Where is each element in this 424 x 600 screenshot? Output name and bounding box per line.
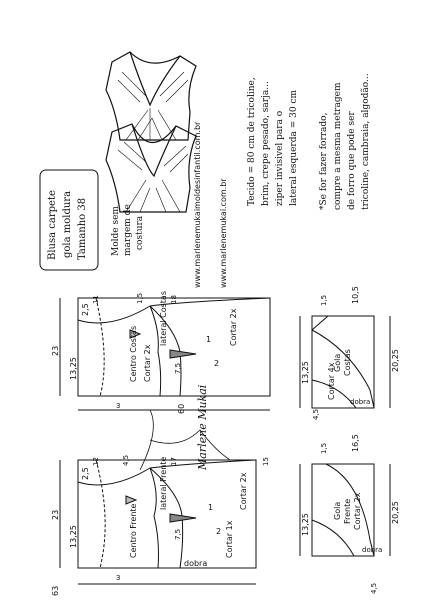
back-dim-width: 60 bbox=[177, 403, 186, 414]
website-main: www.marlenemukai.com.br bbox=[219, 178, 228, 288]
front-dim-height: 23 bbox=[51, 509, 60, 520]
collar-front-label-3: Cortar 2x bbox=[353, 492, 362, 530]
back-dim-15: 1,5 bbox=[136, 292, 144, 304]
back-mark-2: 2 bbox=[214, 359, 220, 368]
blouse-back-illustration bbox=[106, 52, 196, 140]
signature-mark bbox=[140, 385, 230, 471]
front-dim-15: 15 bbox=[262, 457, 270, 466]
front-mark-2: 2 bbox=[216, 527, 222, 536]
collar-front-dim-h: 13,25 bbox=[301, 513, 310, 536]
website-infantil: www.marlenemukaimoldesinfantil.com.br bbox=[193, 121, 202, 288]
front-side-cut: Cortar 2x bbox=[239, 472, 248, 510]
lining-note bbox=[319, 73, 371, 210]
collar-front-fold: dobra bbox=[362, 546, 383, 554]
front-dim-top: 13,25 bbox=[69, 525, 78, 548]
seam-note-line-2: margem de bbox=[123, 204, 133, 256]
seam-note-line-1: Molde sem bbox=[111, 206, 121, 256]
front-center-cut: Cortar 1x bbox=[225, 520, 234, 558]
front-dim-shoulder: 2,5 bbox=[81, 467, 90, 480]
seam-note-line-3: costura bbox=[135, 215, 145, 250]
collar-back-label-2: Costas bbox=[343, 349, 352, 376]
front-dim-17: 17 bbox=[170, 457, 178, 466]
front-mark-1: 1 bbox=[208, 503, 214, 512]
fabric-note-line-2: brim, crepe pesado, sarja... bbox=[261, 81, 271, 206]
back-center-label: Centro Costas bbox=[129, 325, 138, 382]
signature: Marlene Mukai bbox=[196, 384, 209, 470]
fabric-note-line-1: Tecido = 80 cm de tricoline, bbox=[247, 77, 257, 206]
collar-front-label-2: Frente bbox=[343, 498, 352, 524]
collar-back-dim-w: 20,25 bbox=[391, 349, 400, 372]
collar-back-label-1: Gola bbox=[333, 353, 342, 372]
title-line-1: Blusa carpete bbox=[47, 190, 58, 260]
back-mark-1: 1 bbox=[206, 335, 212, 344]
collar-front-dim-top: 16,5 bbox=[351, 434, 360, 452]
front-dim-45: 4,5 bbox=[122, 454, 130, 466]
collar-back-dim-top: 10,5 bbox=[351, 286, 360, 304]
collar-back-dim-corner: 4,5 bbox=[312, 408, 320, 420]
lining-note-line-3: de forro que pode ser bbox=[347, 111, 357, 210]
back-dim-dart: 7,5 bbox=[174, 362, 182, 374]
lining-note-line-4: tricoline, cambraia, algodão... bbox=[361, 73, 371, 210]
title-line-3: Tamanho 38 bbox=[77, 197, 88, 260]
collar-front-label-1: Gola bbox=[333, 501, 342, 520]
back-dim-18: 18 bbox=[170, 295, 178, 304]
front-center-label: Centro Frente bbox=[129, 503, 138, 558]
back-side-cut: Cortar 2x bbox=[229, 308, 238, 346]
title-card bbox=[40, 170, 98, 270]
back-dim-top: 13,25 bbox=[69, 357, 78, 380]
back-side-label: lateral Costas bbox=[159, 291, 168, 346]
front-dim-dart: 7,5 bbox=[174, 528, 182, 540]
collar-back-fold: dobra bbox=[350, 398, 371, 406]
front-side-label: lateral Frente bbox=[159, 456, 168, 510]
front-dim-12: 12 bbox=[92, 457, 100, 466]
back-center-cut: Cortar 2x bbox=[143, 344, 152, 382]
collar-front-dim-w: 20,25 bbox=[391, 501, 400, 524]
collar-back-label-3: Cortar 4x bbox=[327, 362, 336, 400]
fabric-note bbox=[247, 77, 299, 206]
front-dim-width: 63 bbox=[51, 585, 60, 596]
front-fold-label: dobra bbox=[184, 559, 208, 568]
collar-front-dim-side: 1,5 bbox=[320, 442, 328, 454]
collar-front-dim-corner: 4,5 bbox=[370, 582, 378, 594]
title-line-2: gola moldura bbox=[62, 190, 73, 258]
front-dim-hem: 3 bbox=[116, 574, 121, 582]
collar-back-dim-h: 13,25 bbox=[301, 361, 310, 384]
back-dim-shoulder: 2,5 bbox=[81, 303, 90, 316]
fabric-note-line-3: ziper invisivel para o bbox=[275, 110, 285, 206]
back-dim-hem: 3 bbox=[116, 402, 121, 410]
back-dim-11: 11 bbox=[92, 295, 100, 304]
lining-note-line-1: *Se for fazer forrado, bbox=[319, 112, 329, 210]
fabric-note-line-4: lateral esquerda = 30 cm bbox=[289, 89, 299, 206]
collar-back-dim-side: 1,5 bbox=[320, 294, 328, 306]
back-dim-height: 23 bbox=[51, 345, 60, 356]
lining-note-line-2: compre a mesma metragem bbox=[333, 82, 343, 210]
